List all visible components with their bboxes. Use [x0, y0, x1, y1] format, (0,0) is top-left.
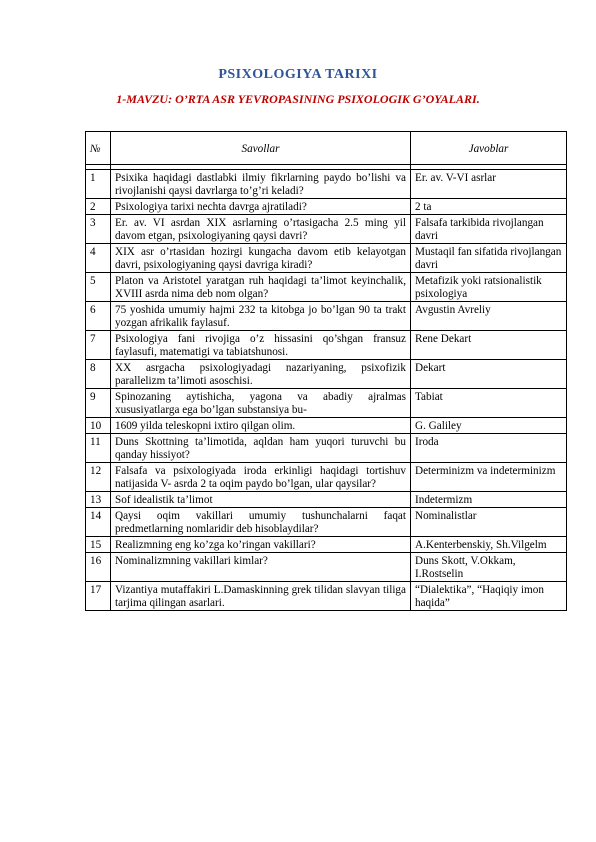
row-question: Sof idealistik ta’limot: [111, 492, 411, 508]
row-question: Psixologiya tarixi nechta davrga ajratiladi?: [111, 199, 411, 215]
row-number: 5: [86, 273, 111, 302]
row-question: Nominalizmning vakillari kimlar?: [111, 553, 411, 582]
row-question: Er. av. VI asrdan XIX asrlarning o’rtasigacha 2.5 ming yil davom etgan, psixologiyaning qaysi davri?: [111, 215, 411, 244]
row-question: 1609 yilda teleskopni ixtiro qilgan olim.: [111, 418, 411, 434]
row-answer: Duns Skott, V.Okkam, I.Rostselin: [411, 553, 567, 582]
row-number: 10: [86, 418, 111, 434]
row-question: Duns Skottning ta’limotida, aqldan ham yuqori turuvchi bu qanday hissiyot?: [111, 434, 411, 463]
header-number: №: [86, 132, 111, 165]
table-row: [86, 389, 567, 418]
table-row: [86, 418, 567, 434]
row-question: Falsafa va psixologiyada iroda erkinligi haqidagi tortishuv natijasida V- asrda 2 ta oqim paydo bo’lgan, ular qaysilar?: [111, 463, 411, 492]
row-question: Psixologiya fani rivojiga o’z hissasini qo’shgan fransuz faylasufi, matematigi va tabiatshunosi.: [111, 331, 411, 360]
header-answers: Javoblar: [411, 132, 567, 165]
row-answer: Er. av. V-VI asrlar: [411, 170, 567, 199]
row-question: XX asrgacha psixologiyadagi nazariyaning, psixofizik parallelizm ta’limoti asoschisi.: [111, 360, 411, 389]
row-answer: G. Galiley: [411, 418, 567, 434]
questions-table: [85, 131, 567, 611]
table-row: [86, 492, 567, 508]
table-row: [86, 463, 567, 492]
table-row: [86, 273, 567, 302]
row-question: Qaysi oqim vakillari umumiy tushunchalarni faqat predmetlarning nomlaridir deb hisoblaydilar?: [111, 508, 411, 537]
row-answer: Falsafa tarkibida rivojlangan davri: [411, 215, 567, 244]
row-answer: Tabiat: [411, 389, 567, 418]
table-row: [86, 170, 567, 199]
row-answer: Metafizik yoki ratsionalistik psixologiya: [411, 273, 567, 302]
row-answer: Mustaqil fan sifatida rivojlangan davri: [411, 244, 567, 273]
row-answer: Avgustin Avreliy: [411, 302, 567, 331]
table-row: [86, 434, 567, 463]
row-question: XIX asr o’rtasidan hozirgi kungacha davom etib kelayotgan davri, psixologiyaning qaysi davriga kiradi?: [111, 244, 411, 273]
row-number: 12: [86, 463, 111, 492]
table-row: [86, 582, 567, 611]
table-row: [86, 508, 567, 537]
row-number: 14: [86, 508, 111, 537]
row-answer: Indetermizm: [411, 492, 567, 508]
row-number: 9: [86, 389, 111, 418]
row-number: 2: [86, 199, 111, 215]
row-answer: “Dialektika”, “Haqiqiy imon haqida”: [411, 582, 567, 611]
row-answer: Nominalistlar: [411, 508, 567, 537]
row-answer: Iroda: [411, 434, 567, 463]
row-answer: Dekart: [411, 360, 567, 389]
table-row: [86, 302, 567, 331]
row-answer: Determinizm va indeterminizm: [411, 463, 567, 492]
page-subtitle: 1-MAVZU: O’RTA ASR YEVROPASINING PSIXOLOGIK G’OYALARI.: [116, 92, 480, 106]
table-row: [86, 244, 567, 273]
row-question: Vizantiya mutaffakiri L.Damaskinning grek tilidan slavyan tiliga tarjima qilingan asarlari.: [111, 582, 411, 611]
row-question: Realizmning eng ko’zga ko’ringan vakillari?: [111, 537, 411, 553]
table-body: [86, 170, 567, 611]
row-number: 3: [86, 215, 111, 244]
table-row: [86, 331, 567, 360]
table-row: [86, 537, 567, 553]
table-header-row: [86, 132, 567, 165]
table-row: [86, 199, 567, 215]
row-question: Spinozaning aytishicha, yagona va abadiy ajralmas xususiyatlarga ega bo’lgan substansiya bu-: [111, 389, 411, 418]
row-number: 1: [86, 170, 111, 199]
row-number: 7: [86, 331, 111, 360]
row-answer: A.Kenterbenskiy, Sh.Vilgelm: [411, 537, 567, 553]
row-number: 15: [86, 537, 111, 553]
row-number: 6: [86, 302, 111, 331]
row-question: Platon va Aristotel yaratgan ruh haqidagi ta’limot keyinchalik, XVIII asrda nima deb nom olgan?: [111, 273, 411, 302]
header-questions: Savollar: [111, 132, 411, 165]
row-question: Psixika haqidagi dastlabki ilmiy fikrlarning paydo bo’lishi va rivojlanishi qaysi davrlarga to’g’ri keladi?: [111, 170, 411, 199]
row-number: 17: [86, 582, 111, 611]
table-row: [86, 553, 567, 582]
table-row: [86, 215, 567, 244]
row-number: 13: [86, 492, 111, 508]
row-number: 4: [86, 244, 111, 273]
table-row: [86, 360, 567, 389]
row-answer: 2 ta: [411, 199, 567, 215]
row-number: 16: [86, 553, 111, 582]
page-title: PSIXOLOGIYA TARIXI: [218, 67, 378, 82]
row-number: 11: [86, 434, 111, 463]
row-question: 75 yoshida umumiy hajmi 232 ta kitobga jo bo’lgan 90 ta trakt yozgan afrikalik faylasuf.: [111, 302, 411, 331]
row-number: 8: [86, 360, 111, 389]
row-answer: Rene Dekart: [411, 331, 567, 360]
